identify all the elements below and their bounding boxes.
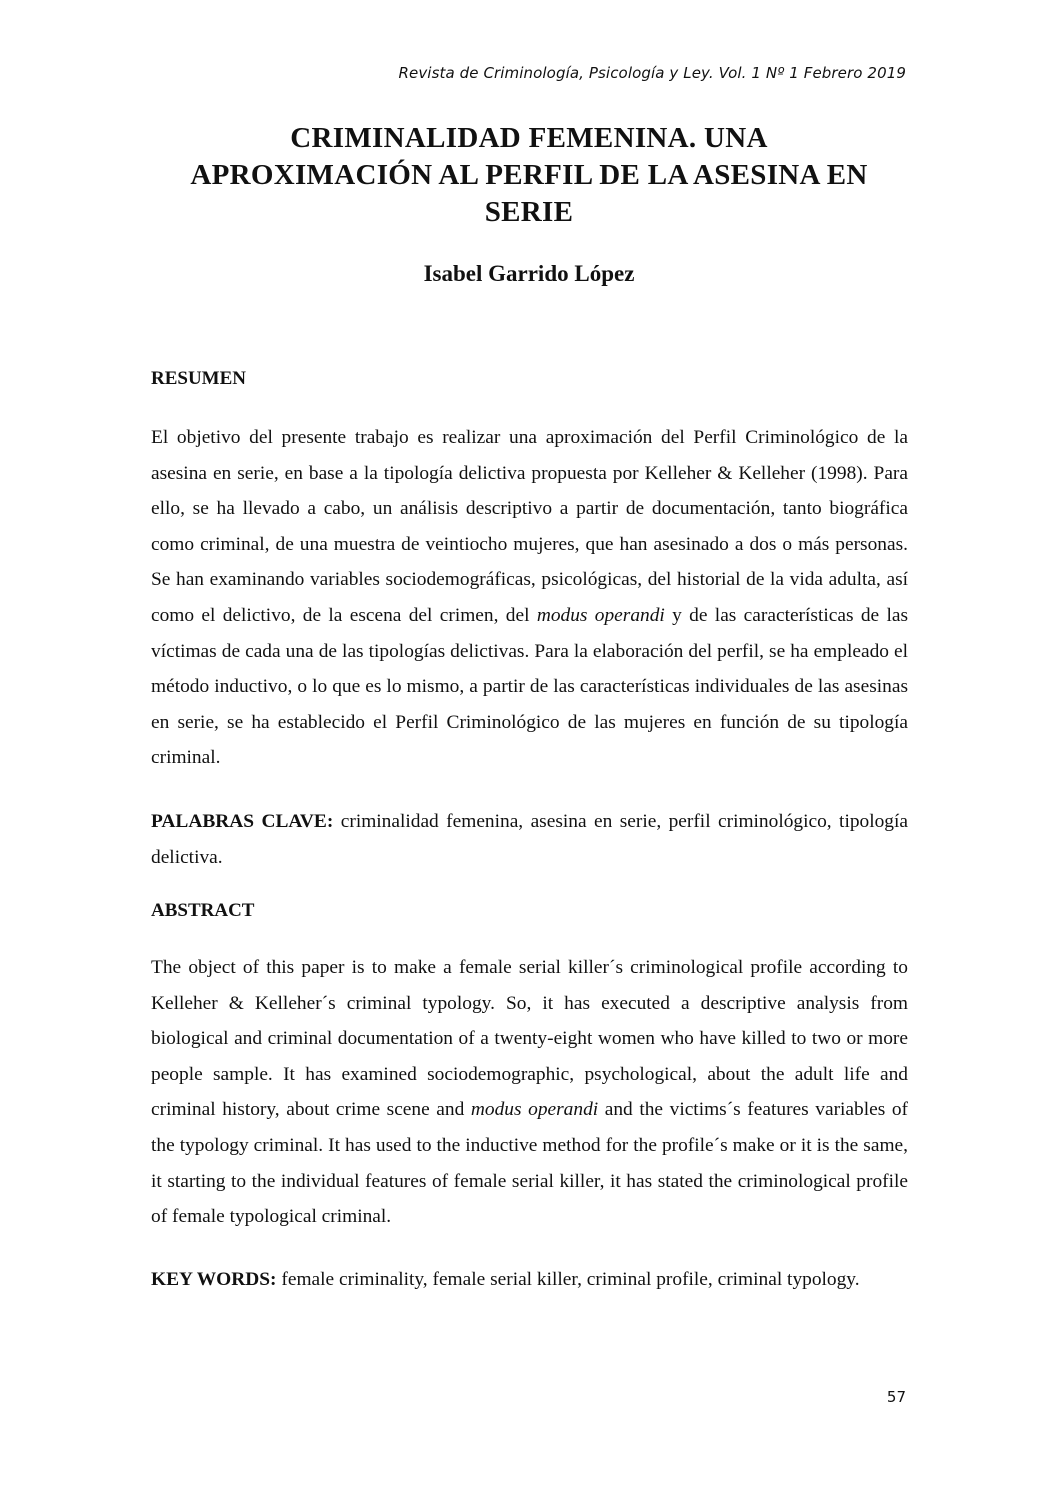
journal-running-header: Revista de Criminología, Psicología y Ley. Vol. 1 Nº 1 Febrero 2019 <box>398 64 906 82</box>
article-title-line: CRIMINALIDAD FEMENINA. UNA <box>290 122 768 154</box>
article-author: Isabel Garrido López <box>423 261 635 286</box>
abstract-italic-term: modus operandi <box>470 1099 599 1121</box>
palabras-clave-text: criminalidad femenina, asesina en serie, perfil criminológico, tipología delictiva. <box>151 811 908 868</box>
resumen-text: El objetivo del presente trabajo es realizar una aproximación del Perfil Criminológico de la asesina en serie, en base a la tipología delictiva propuesta por Kelleher & Kelleher (1998). Para ello, se ha llevado a cabo, un análisis descriptivo a partir de documentación, tanto biográfica como criminal, de una muestra de veintiocho mujeres, que han asesinado a dos o más personas. Se han examinando variables sociodemográficas, psicológicas, del historial de la vida adulta, así como el delictivo, de la escena del crimen, del <box>151 427 908 626</box>
page-number: 57 <box>886 1388 906 1406</box>
key-words-label: KEY WORDS: <box>151 1269 277 1290</box>
resumen-text: y de las características de las víctimas de cada una de las tipologías delictivas. Para la elaboración del perfil, se ha empleado el método inductivo, o lo que es lo mismo, a partir de las características individuales de las asesinas en serie, se ha establecido el Perfil Criminológico de las mujeres en función de su tipología criminal. <box>151 604 908 769</box>
palabras-clave-label: PALABRAS CLAVE: <box>151 811 334 832</box>
resumen-italic-term: modus operandi <box>536 604 665 626</box>
abstract-paragraph <box>151 950 908 1235</box>
resumen-paragraph <box>151 420 908 776</box>
abstract-text: The object of this paper is to make a female serial killer´s criminological profile according to Kelleher & Kelleher´s criminal typology. So, it has executed a descriptive analysis from biological and criminal documentation of a twenty-eight women who have killed to two or more people sample. It has examined sociodemographic, psychological, about the adult life and criminal history, about crime scene and <box>151 957 908 1121</box>
key-words-text: female criminality, female serial killer, criminal profile, criminal typology. <box>276 1269 860 1290</box>
abstract-heading: ABSTRACT <box>151 900 255 921</box>
palabras-clave-paragraph <box>151 804 908 875</box>
article-title <box>150 120 908 231</box>
abstract-text: and the victims´s features variables of the typology criminal. It has used to the inductive method for the profile´s make or it is the same, it starting to the individual features of female serial killer, it has stated the criminological profile of female typological criminal. <box>151 1099 908 1228</box>
resumen-heading: RESUMEN <box>151 368 247 389</box>
article-title-line: SERIE <box>484 196 574 228</box>
key-words-paragraph <box>151 1262 908 1298</box>
article-title-line: APROXIMACIÓN AL PERFIL DE LA ASESINA EN <box>190 159 868 191</box>
